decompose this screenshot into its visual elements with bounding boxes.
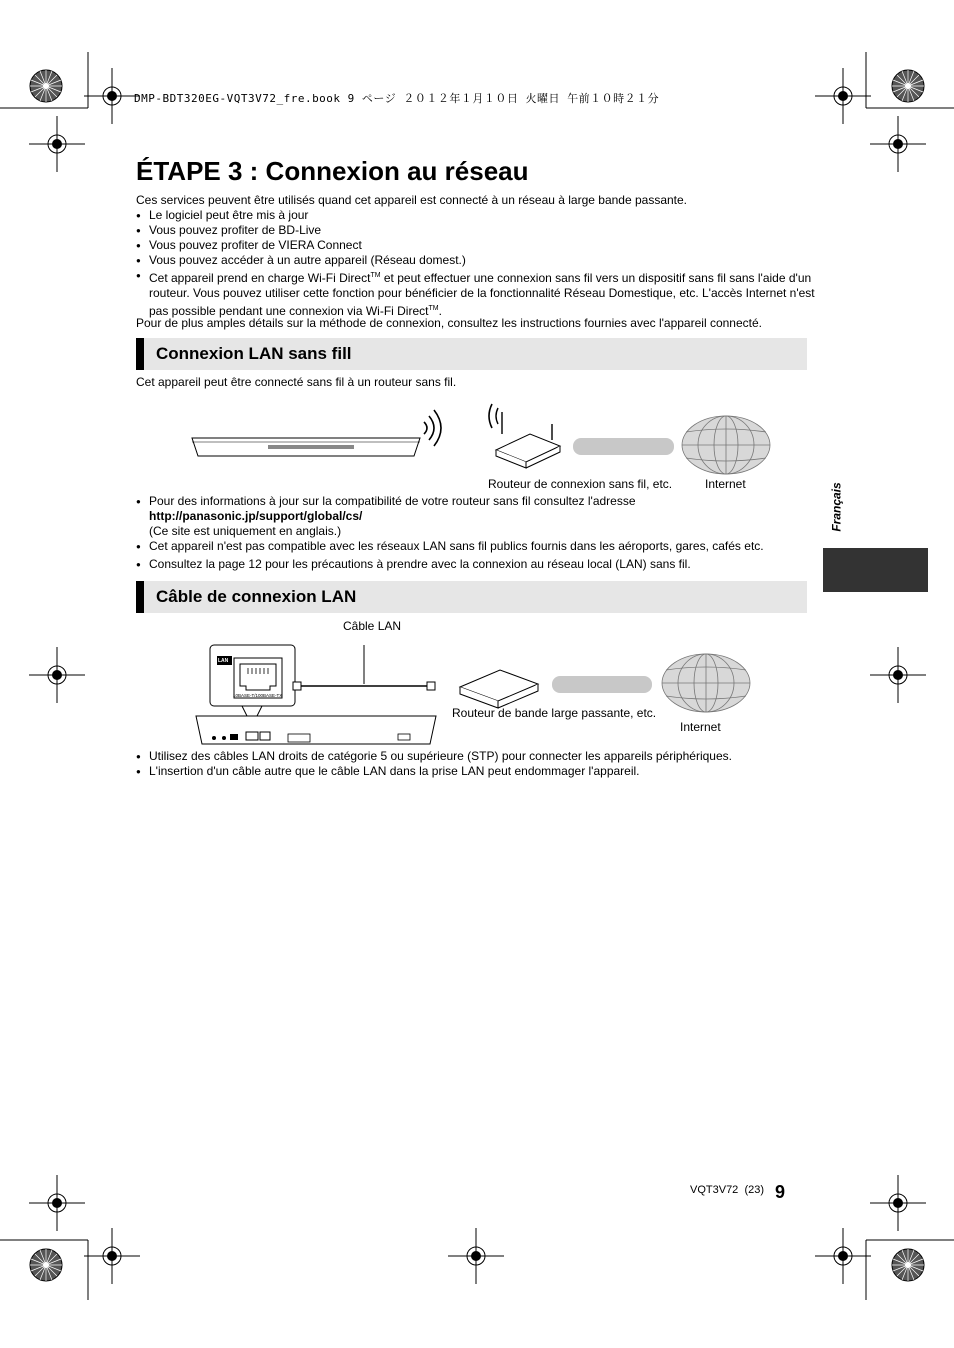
support-url-link[interactable]: http://panasonic.jp/support/global/cs/	[149, 509, 363, 523]
trademark-mark: TM	[370, 272, 381, 279]
lan-port-spec: 10BASE-T/100BASE-TX	[233, 693, 283, 698]
globe-icon	[682, 416, 770, 474]
more-info-text: Pour de plus amples détails sur la méthode de connexion, consultez les instructions fournies avec l'appareil connecté.	[136, 316, 762, 330]
section-marker	[136, 581, 144, 613]
list-item: ● Le logiciel peut être mis à jour	[136, 208, 816, 223]
globe-icon	[662, 654, 750, 712]
list-item: ● Vous pouvez profiter de BD-Live	[136, 223, 816, 238]
section-marker	[136, 338, 144, 370]
list-item: ● Consultez la page 12 pour les précautions à prendre avec la connexion au réseau local (LAN) sans fil.	[136, 557, 816, 572]
internet-caption: Internet	[680, 720, 721, 734]
broadband-router-caption: Routeur de bande large passante, etc.	[452, 706, 657, 720]
wireless-router-illustration	[489, 404, 560, 468]
wifi-direct-bullet	[136, 268, 816, 319]
broadband-router-illustration	[460, 670, 538, 708]
trademark-mark: TM	[428, 305, 439, 312]
section-heading-label: Connexion LAN sans fill	[156, 344, 352, 363]
wireless-router-caption: Routeur de connexion sans fil, etc.	[488, 477, 673, 491]
wifi-direct-text-2: et peut effectuer une connexion sans fil vers un dispositif sans fil sans l'aide d'un routeur. Vous pouvez utiliser cette fonction pour bénéficier de la fonctionnalité Réseau Domestique, etc. L'accès Internet n'est pas possible pendant une connexion via Wi-Fi Direct	[149, 271, 815, 318]
list-item: ● Vous pouvez profiter de VIERA Connect	[136, 238, 816, 253]
file-header-line: DMP-BDT320EG-VQT3V72_fre.book 9 ページ ２０１２年１月１０日 火曜日 午前１０時２１分	[134, 92, 660, 105]
list-item: ● Cet appareil n'est pas compatible avec les réseaux LAN sans fil publics fournis dans les aéroports, gares, cafés etc.	[136, 539, 816, 554]
lan-port-callout	[210, 645, 295, 718]
page-number: 9	[775, 1182, 786, 1202]
lan-port-label: LAN	[218, 658, 229, 664]
intro-lead: Ces services peuvent être utilisés quand cet appareil est connecté à un réseau à large bande passante.	[136, 193, 688, 207]
wireless-diagram	[186, 400, 786, 480]
language-tab	[823, 548, 928, 592]
section-heading-wireless	[136, 338, 807, 370]
cable-bullet-list	[136, 749, 816, 779]
bd-player-rear-illustration	[196, 716, 436, 744]
internet-caption: Internet	[705, 477, 746, 491]
list-item: ● L'insertion d'un câble autre que le câble LAN dans la prise LAN peut endommager l'appareil.	[136, 764, 816, 779]
wireless-bullet-list	[136, 494, 816, 572]
lan-cable-caption: Câble LAN	[343, 619, 402, 633]
wifi-direct-text-3: .	[438, 304, 442, 318]
english-only-note: (Ce site est uniquement en anglais.)	[149, 524, 342, 538]
network-connector-bar	[573, 438, 674, 455]
wireless-lead: Cet appareil peut être connecté sans fil à un routeur sans fil.	[136, 375, 457, 389]
network-connector-bar	[552, 676, 652, 693]
compatibility-text: Pour des informations à jour sur la compatibilité de votre routeur sans fil consultez l'adresse	[149, 494, 636, 508]
list-item	[136, 494, 816, 539]
wifi-waves-icon	[424, 410, 441, 446]
wifi-direct-text-1: Cet appareil prend en charge Wi-Fi Direct	[149, 271, 371, 285]
doc-code-text: VQT3V72	[690, 1184, 739, 1196]
page-title: ÉTAPE 3 : Connexion au réseau	[136, 156, 529, 186]
intro-bullet-list	[136, 208, 816, 319]
section-heading-label: Câble de connexion LAN	[156, 587, 357, 606]
document-code	[690, 1184, 764, 1196]
language-tab-label: Français	[829, 482, 844, 532]
bd-player-illustration	[192, 438, 420, 456]
list-item: ● Vous pouvez accéder à un autre appareil (Réseau domest.)	[136, 253, 816, 268]
doc-subpage: (23)	[744, 1184, 764, 1196]
section-heading-cable	[136, 581, 807, 613]
list-item: ● Utilisez des câbles LAN droits de catégorie 5 ou supérieure (STP) pour connecter les appareils périphériques.	[136, 749, 816, 764]
